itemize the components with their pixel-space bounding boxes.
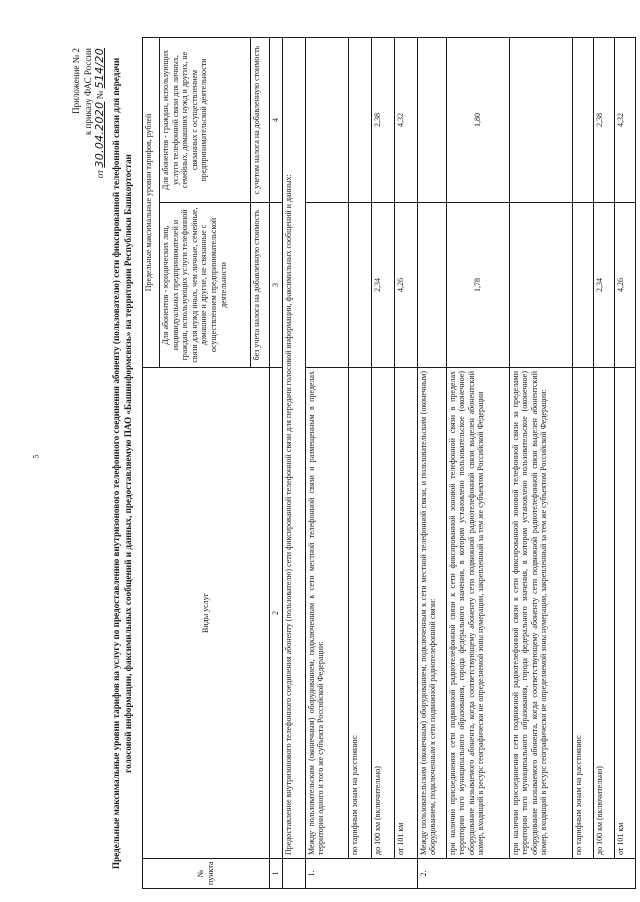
tariff-table [142,37,636,889]
row-2-p1-v3: 1,78 [446,203,509,368]
row-1-zones-v4-empty [348,38,371,203]
annex-line-2: к приказу ФАС России [83,48,93,136]
row-1-d2 [394,38,417,889]
row-2-d2-v4: 4,32 [614,38,635,203]
section-title: Предоставление внутризонового телефонного соединения абоненту (пользователю) сети фиксированной телефонной связи для передачи голосовой информации, факсимильных сообщений и данных: [282,38,305,859]
row-1-v4-empty [305,38,348,203]
row-2-d2 [614,38,635,889]
row-2-zones [572,38,593,889]
row-1-header [305,38,348,889]
row-2-zones-v3-empty [572,203,593,368]
row-2-p2-v4-empty [509,38,572,203]
row-2-num: 2. [417,859,635,889]
row-2-d1 [593,38,614,889]
document-title: Предельные максимальные уровни тарифов на услугу по предоставлению внутризонового телефонного соединения абоненту (пользователю) сети фиксированной телефонной связи для передачи голосовой информации, факсимильных сообщений и данных, предоставляемую ПАО «Башинформсвязь» на территории Республики Башкортостан [111,57,133,870]
col-number-3: 3 [270,203,283,368]
header-tariffs: Предельные максимальные уровни тарифов, рублей [143,38,160,368]
row-2-zones-v4-empty [572,38,593,203]
annex-date: 30.04.2020 [93,101,106,168]
row-2-zones-label: по тарифным зонам на расстоянии: [572,368,593,859]
row-1-d1-v4: 2,38 [371,38,394,203]
header-with-vat: с учетом налога на добавленную стоимость [251,38,270,203]
row-2-intro [417,38,446,889]
row-1-d1-v3: 2,34 [371,203,394,368]
annex-number-sign: № [95,90,105,100]
header-no-vat: без учета налога на добавленную стоимость [251,203,270,368]
row-2-d1-v4: 2,38 [593,38,614,203]
row-2-p2 [509,38,572,889]
annex-block [70,48,106,178]
page-number: 5 [31,454,41,459]
header-group-citizens: Для абонентов - граждан, использующих услуги телефонной связи для личных, семейных, домашних нужд и других, не связанных с осуществлением предпринимательской деятельности [160,38,251,203]
row-2-p1-v4: 1,80 [446,38,509,203]
row-1-num: 1. [305,859,417,889]
row-1-zones-label: по тарифным зонам на расстоянии: [348,368,371,859]
annex-line-3 [94,48,106,178]
row-1-d2-v4: 4,32 [394,38,417,203]
row-2-p1-text: при наличии присоединения сети подвижной радиотелефонной связи к сети фиксированной зоновой телефонной связи в пределах территории того муниципального образования, города федерального значения, в котором установлено пользовательское (оконечное) оборудование вызываемого абонента, когда соответствующему абоненту сети подвижной радиотелефонной связи выделен абонентский номер, входящий в ресурс географически не определяемой зоны нумерации, закрепленный за тем же субъектом Российской Федерации [446,368,509,859]
rotated-document [70,38,625,889]
row-2-p1 [446,38,509,889]
row-2-d1-v3: 2,34 [593,203,614,368]
row-1-zones [348,38,371,889]
section-num-empty [282,859,305,889]
row-2-p2-text: при наличии присоединения сети подвижной радиотелефонной связи к сети фиксированной зоновой телефонной связи за пределами территории того муниципального образования, города федерального значения, в котором установлено пользовательское (оконечное) оборудование вызываемого абонента, когда соответствующему абоненту сети подвижной радиотелефонной связи выделен абонентский номер, входящий в ресурс географически не определяемой зоны нумерации, закрепленный за тем же субъектом Российской Федерации: [509,368,572,859]
annex-prefix: от [95,169,105,179]
annex-number: 514/20 [93,48,106,89]
row-1-zones-v3-empty [348,203,371,368]
row-1-d1 [371,38,394,889]
row-2-d2-label: от 101 км [614,368,635,859]
row-2-intro-v3-empty [417,203,446,368]
row-2-d2-v3: 4,26 [614,203,635,368]
annex-line-1: Приложение № 2 [71,48,81,114]
section-row [282,38,305,889]
row-2-p2-v3-empty [509,203,572,368]
row-2-intro-text: Между пользовательским (оконечным) оборудованием, подключенным к сети местной телефонной связи, и пользовательским (оконечным) оборудованием, подключенным к сети подвижной радиотелефонной связи: [417,368,446,859]
row-1-d1-label: до 100 км (включительно) [371,368,394,859]
col-number-4: 4 [270,38,283,203]
header-service: Виды услуг [143,368,270,859]
row-2-d1-label: до 100 км (включительно) [593,368,614,859]
row-2-intro-v4-empty [417,38,446,203]
row-1-d2-v3: 4,26 [394,203,417,368]
col-number-2: 2 [270,368,283,859]
header-group-legal: Для абонентов - юридических лиц, индивидуальных предпринимателей и граждан, использующих услуги телефонной связи для нужд иных, чем личные, семейные, домашние и другие, не связанные с осуществлением предпринимательской деятельности [160,203,251,368]
column-numbers-row [270,38,283,889]
row-1-d2-label: от 101 км [394,368,417,859]
row-1-v3-empty [305,203,348,368]
header-num: № пункта [143,859,270,889]
col-number-1: 1 [270,859,283,889]
header-row-1 [143,38,160,889]
row-1-text: Между пользовательским (оконечным) оборудованием, подключенным к сети местной телефонной связи и размещенным в пределах территории одного и того же субъекта Российской Федерации: [305,368,348,859]
